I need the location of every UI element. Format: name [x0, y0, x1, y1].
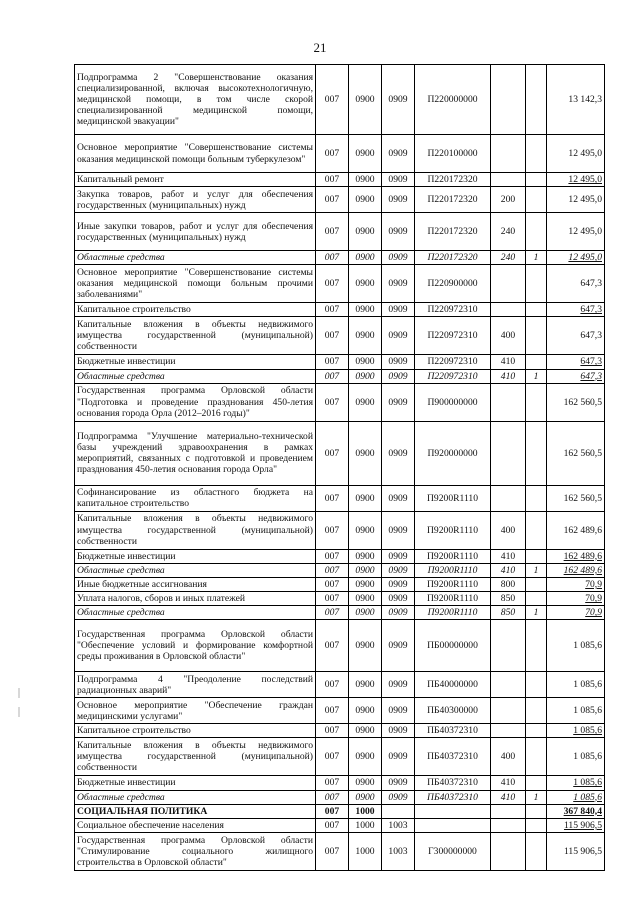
amount-cell: 1 085,6 — [547, 738, 605, 776]
ved-code-cell: 007 — [316, 592, 349, 606]
target-article-cell: ПБ40300000 — [415, 698, 491, 724]
subsection-code-cell: 0909 — [382, 251, 415, 265]
subsection-code-cell: 0909 — [382, 317, 415, 355]
scan-artifact — [18, 688, 20, 698]
target-article-cell — [415, 818, 491, 832]
table-row — [75, 303, 605, 317]
subsection-code-cell: 0909 — [382, 620, 415, 672]
section-code-cell: 0900 — [349, 355, 382, 369]
section-code-cell: 0900 — [349, 672, 382, 698]
ved-code-cell: 007 — [316, 549, 349, 563]
amount-cell: 12 495,0 — [547, 187, 605, 213]
funding-source-cell — [526, 317, 547, 355]
section-code-cell: 0900 — [349, 724, 382, 738]
funding-source-cell — [526, 804, 547, 818]
row-name-cell: Основное мероприятие "Совершенствование системы оказания медицинской помощи больным прочими заболеваниями" — [75, 265, 316, 303]
row-name-cell: Подпрограмма 2 "Совершенствование оказания специализированной, включая высокотехнологичную, медицинской помощи, в том числе скорой специализированной медицинской помощи, медицинской эвакуации" — [75, 65, 316, 135]
ved-code-cell: 007 — [316, 251, 349, 265]
funding-source-cell — [526, 620, 547, 672]
expense-type-cell: 200 — [491, 187, 526, 213]
ved-code-cell: 007 — [316, 790, 349, 804]
funding-source-cell — [526, 738, 547, 776]
amount-cell: 115 906,5 — [547, 832, 605, 870]
amount-cell: 1 085,6 — [547, 790, 605, 804]
funding-source-cell: 1 — [526, 563, 547, 577]
table-row — [75, 65, 605, 135]
subsection-code-cell: 0909 — [382, 563, 415, 577]
section-code-cell: 0900 — [349, 251, 382, 265]
ved-code-cell: 007 — [316, 620, 349, 672]
ved-code-cell: 007 — [316, 421, 349, 485]
expense-type-cell: 410 — [491, 563, 526, 577]
expense-type-cell: 410 — [491, 549, 526, 563]
funding-source-cell — [526, 355, 547, 369]
budget-table-body — [75, 65, 605, 871]
section-code-cell: 1000 — [349, 804, 382, 818]
amount-cell: 647,3 — [547, 369, 605, 383]
subsection-code-cell: 0909 — [382, 65, 415, 135]
budget-table — [74, 64, 605, 871]
table-row — [75, 173, 605, 187]
amount-cell: 12 495,0 — [547, 251, 605, 265]
expense-type-cell: 410 — [491, 369, 526, 383]
row-name-cell: Областные средства — [75, 790, 316, 804]
row-name-cell: Софинансирование из областного бюджета на капитальное строительство — [75, 485, 316, 511]
amount-cell: 1 085,6 — [547, 724, 605, 738]
funding-source-cell — [526, 485, 547, 511]
target-article-cell: П900000000 — [415, 383, 491, 421]
target-article-cell: П220972310 — [415, 369, 491, 383]
row-name-cell: Бюджетные инвестиции — [75, 776, 316, 790]
table-row — [75, 187, 605, 213]
row-name-cell: Иные бюджетные ассигнования — [75, 577, 316, 591]
expense-type-cell — [491, 135, 526, 173]
subsection-code-cell: 0909 — [382, 383, 415, 421]
section-code-cell: 1000 — [349, 832, 382, 870]
subsection-code-cell — [382, 804, 415, 818]
table-row — [75, 818, 605, 832]
subsection-code-cell: 0909 — [382, 135, 415, 173]
row-name-cell: Бюджетные инвестиции — [75, 355, 316, 369]
amount-cell: 647,3 — [547, 355, 605, 369]
section-code-cell: 0900 — [349, 213, 382, 251]
section-code-cell: 0900 — [349, 65, 382, 135]
funding-source-cell: 1 — [526, 790, 547, 804]
target-article-cell: П220172320 — [415, 187, 491, 213]
section-code-cell: 1000 — [349, 818, 382, 832]
target-article-cell: П9200R1110 — [415, 549, 491, 563]
table-row — [75, 577, 605, 591]
section-code-cell: 0900 — [349, 790, 382, 804]
funding-source-cell — [526, 592, 547, 606]
subsection-code-cell: 1003 — [382, 832, 415, 870]
subsection-code-cell: 0909 — [382, 265, 415, 303]
row-name-cell: Капитальные вложения в объекты недвижимого имущества государственной (муниципальной) собственности — [75, 738, 316, 776]
expense-type-cell: 400 — [491, 511, 526, 549]
table-row — [75, 804, 605, 818]
amount-cell: 1 085,6 — [547, 698, 605, 724]
target-article-cell: П220900000 — [415, 265, 491, 303]
target-article-cell: П220100000 — [415, 135, 491, 173]
subsection-code-cell: 0909 — [382, 421, 415, 485]
amount-cell: 13 142,3 — [547, 65, 605, 135]
table-row — [75, 563, 605, 577]
row-name-cell: Государственная программа Орловской области "Подготовка и проведение празднования 450-летия основания города Орла (2012–2016 годы)" — [75, 383, 316, 421]
table-row — [75, 421, 605, 485]
ved-code-cell: 007 — [316, 606, 349, 620]
amount-cell: 647,3 — [547, 265, 605, 303]
table-row — [75, 620, 605, 672]
table-row — [75, 511, 605, 549]
ved-code-cell: 007 — [316, 511, 349, 549]
target-article-cell: П9200R1110 — [415, 563, 491, 577]
expense-type-cell: 410 — [491, 355, 526, 369]
subsection-code-cell: 0909 — [382, 213, 415, 251]
expense-type-cell — [491, 724, 526, 738]
target-article-cell: П220172320 — [415, 173, 491, 187]
target-article-cell: П220172320 — [415, 213, 491, 251]
subsection-code-cell: 0909 — [382, 303, 415, 317]
expense-type-cell — [491, 698, 526, 724]
expense-type-cell — [491, 173, 526, 187]
funding-source-cell — [526, 213, 547, 251]
funding-source-cell — [526, 832, 547, 870]
row-name-cell: Уплата налогов, сборов и иных платежей — [75, 592, 316, 606]
expense-type-cell: 410 — [491, 776, 526, 790]
subsection-code-cell: 0909 — [382, 173, 415, 187]
target-article-cell: ПБ40372310 — [415, 790, 491, 804]
subsection-code-cell: 0909 — [382, 485, 415, 511]
amount-cell: 647,3 — [547, 317, 605, 355]
amount-cell: 12 495,0 — [547, 173, 605, 187]
row-name-cell: Основное мероприятие "Совершенствование системы оказания медицинской помощи больным туберкулезом" — [75, 135, 316, 173]
subsection-code-cell: 0909 — [382, 592, 415, 606]
funding-source-cell — [526, 421, 547, 485]
amount-cell: 162 489,6 — [547, 563, 605, 577]
subsection-code-cell: 0909 — [382, 369, 415, 383]
expense-type-cell — [491, 65, 526, 135]
amount-cell: 1 085,6 — [547, 620, 605, 672]
target-article-cell: П220972310 — [415, 317, 491, 355]
expense-type-cell — [491, 818, 526, 832]
target-article-cell: ПБ40372310 — [415, 776, 491, 790]
ved-code-cell: 007 — [316, 577, 349, 591]
amount-cell: 367 840,4 — [547, 804, 605, 818]
subsection-code-cell: 0909 — [382, 355, 415, 369]
row-name-cell: Основное мероприятие "Обеспечение граждан медицинскими услугами" — [75, 698, 316, 724]
expense-type-cell: 400 — [491, 317, 526, 355]
amount-cell: 647,3 — [547, 303, 605, 317]
row-name-cell: Капитальные вложения в объекты недвижимого имущества государственной (муниципальной) собственности — [75, 511, 316, 549]
amount-cell: 12 495,0 — [547, 135, 605, 173]
expense-type-cell — [491, 383, 526, 421]
ved-code-cell: 007 — [316, 213, 349, 251]
row-name-cell: Государственная программа Орловской области "Стимулирование социального жилищного строительства в Орловской области" — [75, 832, 316, 870]
table-row — [75, 776, 605, 790]
funding-source-cell — [526, 511, 547, 549]
table-row — [75, 355, 605, 369]
funding-source-cell — [526, 577, 547, 591]
expense-type-cell — [491, 804, 526, 818]
expense-type-cell — [491, 832, 526, 870]
expense-type-cell — [491, 303, 526, 317]
amount-cell: 1 085,6 — [547, 672, 605, 698]
target-article-cell: П9200R1110 — [415, 577, 491, 591]
amount-cell: 12 495,0 — [547, 213, 605, 251]
row-name-cell: Капитальное строительство — [75, 303, 316, 317]
section-code-cell: 0900 — [349, 511, 382, 549]
funding-source-cell — [526, 187, 547, 213]
table-row — [75, 485, 605, 511]
target-article-cell: П9200R1110 — [415, 606, 491, 620]
table-row — [75, 592, 605, 606]
section-code-cell: 0900 — [349, 698, 382, 724]
section-code-cell: 0900 — [349, 317, 382, 355]
target-article-cell: ПБ40372310 — [415, 724, 491, 738]
funding-source-cell — [526, 383, 547, 421]
row-name-cell: Капитальное строительство — [75, 724, 316, 738]
section-code-cell: 0900 — [349, 485, 382, 511]
ved-code-cell: 007 — [316, 832, 349, 870]
row-name-cell: Социальное обеспечение населения — [75, 818, 316, 832]
target-article-cell: П220972310 — [415, 355, 491, 369]
target-article-cell: ПБ00000000 — [415, 620, 491, 672]
subsection-code-cell: 0909 — [382, 511, 415, 549]
ved-code-cell: 007 — [316, 173, 349, 187]
section-code-cell: 0900 — [349, 383, 382, 421]
row-name-cell: Подпрограмма "Улучшение материально-технической базы учреждений здравоохранения в рамках мероприятий, связанных с подготовкой и проведением празднования 450-летия основания города Орла" — [75, 421, 316, 485]
expense-type-cell — [491, 485, 526, 511]
target-article-cell: Г300000000 — [415, 832, 491, 870]
ved-code-cell: 007 — [316, 563, 349, 577]
section-code-cell: 0900 — [349, 303, 382, 317]
row-name-cell: Областные средства — [75, 606, 316, 620]
funding-source-cell — [526, 303, 547, 317]
table-row — [75, 265, 605, 303]
target-article-cell: П220172320 — [415, 251, 491, 265]
subsection-code-cell: 0909 — [382, 187, 415, 213]
table-row — [75, 383, 605, 421]
table-row — [75, 549, 605, 563]
target-article-cell: П9200R1110 — [415, 485, 491, 511]
row-name-cell: Капитальный ремонт — [75, 173, 316, 187]
row-name-cell: Подпрограмма 4 "Преодоление последствий радиационных аварий" — [75, 672, 316, 698]
subsection-code-cell: 1003 — [382, 818, 415, 832]
ved-code-cell: 007 — [316, 135, 349, 173]
row-name-cell: Областные средства — [75, 369, 316, 383]
row-name-cell: Закупка товаров, работ и услуг для обеспечения государственных (муниципальных) нужд — [75, 187, 316, 213]
funding-source-cell — [526, 776, 547, 790]
target-article-cell: П920000000 — [415, 421, 491, 485]
subsection-code-cell: 0909 — [382, 549, 415, 563]
row-name-cell: Бюджетные инвестиции — [75, 549, 316, 563]
section-code-cell: 0900 — [349, 620, 382, 672]
ved-code-cell: 007 — [316, 672, 349, 698]
table-row — [75, 606, 605, 620]
section-code-cell: 0900 — [349, 549, 382, 563]
expense-type-cell: 240 — [491, 251, 526, 265]
expense-type-cell: 850 — [491, 592, 526, 606]
table-row — [75, 832, 605, 870]
funding-source-cell — [526, 173, 547, 187]
amount-cell: 115 906,5 — [547, 818, 605, 832]
funding-source-cell — [526, 265, 547, 303]
subsection-code-cell: 0909 — [382, 790, 415, 804]
amount-cell: 162 489,6 — [547, 549, 605, 563]
funding-source-cell: 1 — [526, 251, 547, 265]
target-article-cell: ПБ40372310 — [415, 738, 491, 776]
funding-source-cell — [526, 549, 547, 563]
expense-type-cell: 240 — [491, 213, 526, 251]
funding-source-cell — [526, 818, 547, 832]
section-code-cell: 0900 — [349, 265, 382, 303]
subsection-code-cell: 0909 — [382, 724, 415, 738]
ved-code-cell: 007 — [316, 187, 349, 213]
section-code-cell: 0900 — [349, 135, 382, 173]
row-name-cell: Областные средства — [75, 251, 316, 265]
target-article-cell — [415, 804, 491, 818]
funding-source-cell: 1 — [526, 606, 547, 620]
table-row — [75, 369, 605, 383]
target-article-cell: П9200R1110 — [415, 511, 491, 549]
section-code-cell: 0900 — [349, 173, 382, 187]
table-row — [75, 317, 605, 355]
ved-code-cell: 007 — [316, 383, 349, 421]
section-code-cell: 0900 — [349, 187, 382, 213]
ved-code-cell: 007 — [316, 698, 349, 724]
funding-source-cell — [526, 672, 547, 698]
table-row — [75, 698, 605, 724]
amount-cell: 162 489,6 — [547, 511, 605, 549]
ved-code-cell: 007 — [316, 804, 349, 818]
ved-code-cell: 007 — [316, 265, 349, 303]
ved-code-cell: 007 — [316, 818, 349, 832]
expense-type-cell — [491, 672, 526, 698]
section-code-cell: 0900 — [349, 577, 382, 591]
amount-cell: 162 560,5 — [547, 485, 605, 511]
ved-code-cell: 007 — [316, 369, 349, 383]
table-row — [75, 251, 605, 265]
amount-cell: 70,9 — [547, 577, 605, 591]
row-name-cell: Областные средства — [75, 563, 316, 577]
section-code-cell: 0900 — [349, 738, 382, 776]
table-row — [75, 213, 605, 251]
ved-code-cell: 007 — [316, 355, 349, 369]
row-name-cell: Государственная программа Орловской области "Обеспечение условий и формирование комфортной среды проживания в Орловской области" — [75, 620, 316, 672]
ved-code-cell: 007 — [316, 303, 349, 317]
target-article-cell: ПБ40000000 — [415, 672, 491, 698]
amount-cell: 162 560,5 — [547, 383, 605, 421]
section-code-cell: 0900 — [349, 776, 382, 790]
ved-code-cell: 007 — [316, 65, 349, 135]
ved-code-cell: 007 — [316, 485, 349, 511]
target-article-cell: П9200R1110 — [415, 592, 491, 606]
amount-cell: 70,9 — [547, 592, 605, 606]
expense-type-cell: 400 — [491, 738, 526, 776]
table-row — [75, 672, 605, 698]
ved-code-cell: 007 — [316, 724, 349, 738]
subsection-code-cell: 0909 — [382, 698, 415, 724]
target-article-cell: П220000000 — [415, 65, 491, 135]
target-article-cell: П220972310 — [415, 303, 491, 317]
table-row — [75, 135, 605, 173]
subsection-code-cell: 0909 — [382, 672, 415, 698]
ved-code-cell: 007 — [316, 317, 349, 355]
section-code-cell: 0900 — [349, 592, 382, 606]
row-name-cell: Иные закупки товаров, работ и услуг для обеспечения государственных (муниципальных) нужд — [75, 213, 316, 251]
section-code-cell: 0900 — [349, 563, 382, 577]
amount-cell: 70,9 — [547, 606, 605, 620]
expense-type-cell — [491, 265, 526, 303]
amount-cell: 162 560,5 — [547, 421, 605, 485]
row-name-cell: СОЦИАЛЬНАЯ ПОЛИТИКА — [75, 804, 316, 818]
section-code-cell: 0900 — [349, 369, 382, 383]
funding-source-cell — [526, 135, 547, 173]
table-row — [75, 724, 605, 738]
ved-code-cell: 007 — [316, 738, 349, 776]
scan-artifact — [18, 707, 20, 717]
funding-source-cell — [526, 65, 547, 135]
subsection-code-cell: 0909 — [382, 738, 415, 776]
amount-cell: 1 085,6 — [547, 776, 605, 790]
funding-source-cell — [526, 724, 547, 738]
page-number: 21 — [313, 40, 327, 55]
funding-source-cell: 1 — [526, 369, 547, 383]
subsection-code-cell: 0909 — [382, 776, 415, 790]
section-code-cell: 0900 — [349, 606, 382, 620]
expense-type-cell — [491, 421, 526, 485]
expense-type-cell: 410 — [491, 790, 526, 804]
subsection-code-cell: 0909 — [382, 577, 415, 591]
row-name-cell: Капитальные вложения в объекты недвижимого имущества государственной (муниципальной) собственности — [75, 317, 316, 355]
subsection-code-cell: 0909 — [382, 606, 415, 620]
expense-type-cell: 850 — [491, 606, 526, 620]
expense-type-cell — [491, 620, 526, 672]
table-row — [75, 790, 605, 804]
table-row — [75, 738, 605, 776]
expense-type-cell: 800 — [491, 577, 526, 591]
ved-code-cell: 007 — [316, 776, 349, 790]
funding-source-cell — [526, 698, 547, 724]
section-code-cell: 0900 — [349, 421, 382, 485]
